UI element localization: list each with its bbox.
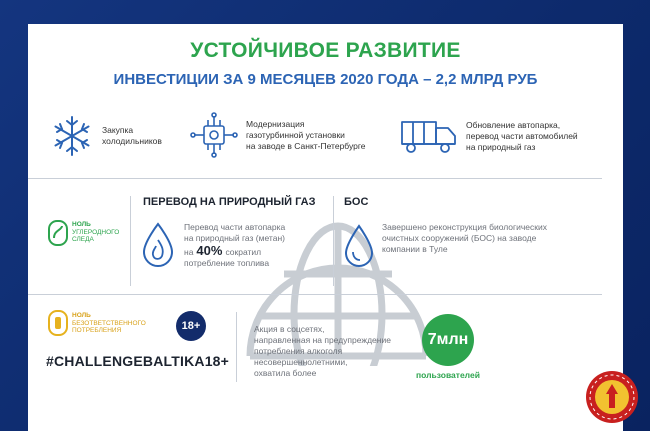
zero-footprint-logo-icon [48, 220, 68, 246]
infographic-card [28, 24, 623, 431]
divider-vertical-1 [130, 196, 131, 286]
investment-features [28, 108, 623, 178]
tv-channel-emblem-icon [585, 370, 639, 424]
chip-network-icon [190, 112, 238, 158]
page-subtitle: ИНВЕСТИЦИИ ЗА 9 МЕСЯЦЕВ 2020 ГОДА – 2,2 МЛРД РУБ [113, 71, 538, 88]
divider-bottom [28, 294, 602, 295]
zero-irresponsible-logo-text: НОЛЬ БЕЗОТВЕТСТВЕННОГО ПОТРЕБЛЕНИЯ [72, 312, 146, 334]
divider-vertical-3 [236, 312, 237, 382]
flame-drop-icon [140, 222, 176, 268]
age-18-badge: 18+ [176, 311, 206, 341]
gas-description: Перевод части автопарка на природный газ (метан) на 40% сократил потребление топлива [184, 222, 286, 268]
zero-irresponsible-logo-icon [48, 310, 68, 336]
feature-fridges [50, 114, 162, 158]
feature-turbine-text: Модернизация газотурбинной установки на заводе в Санкт-Петербурге [246, 118, 366, 151]
campaign-description: Акция в соцсетях, направленная на предупреждение потребления алкоголя несовершеннолетними, охватила более [254, 324, 391, 378]
divider-vertical-2 [333, 196, 334, 286]
bos-description: Завершено реконструкция биологических очистных сооружений (БОС) на заводе компании в Туле [382, 222, 547, 254]
users-count-circle: 7млн [422, 314, 474, 366]
users-label: пользователей [416, 370, 480, 380]
snowflake-icon [50, 114, 94, 158]
bos-section-title: БОС [344, 196, 369, 208]
zero-footprint-logo-text: НОЛЬ УГЛЕРОДНОГО СЛЕДА [72, 221, 120, 243]
feature-fleet [400, 116, 578, 156]
gas-section-title: ПЕРЕВОД НА ПРИРОДНЫЙ ГАЗ [143, 196, 316, 208]
feature-fleet-text: Обновление автопарка, перевод части автомобилей на природный газ [466, 119, 578, 152]
hashtag-text: #CHALLENGEBALTIKA18+ [46, 353, 230, 369]
divider-top [28, 178, 602, 179]
page-title: УСТОЙЧИВОЕ РАЗВИТИЕ [190, 39, 461, 62]
water-drop-icon [344, 224, 374, 268]
gas-percent: 40% [196, 243, 223, 258]
feature-fridges-text: Закупка холодильников [102, 125, 162, 146]
feature-turbine [190, 112, 366, 158]
truck-icon [400, 116, 458, 156]
